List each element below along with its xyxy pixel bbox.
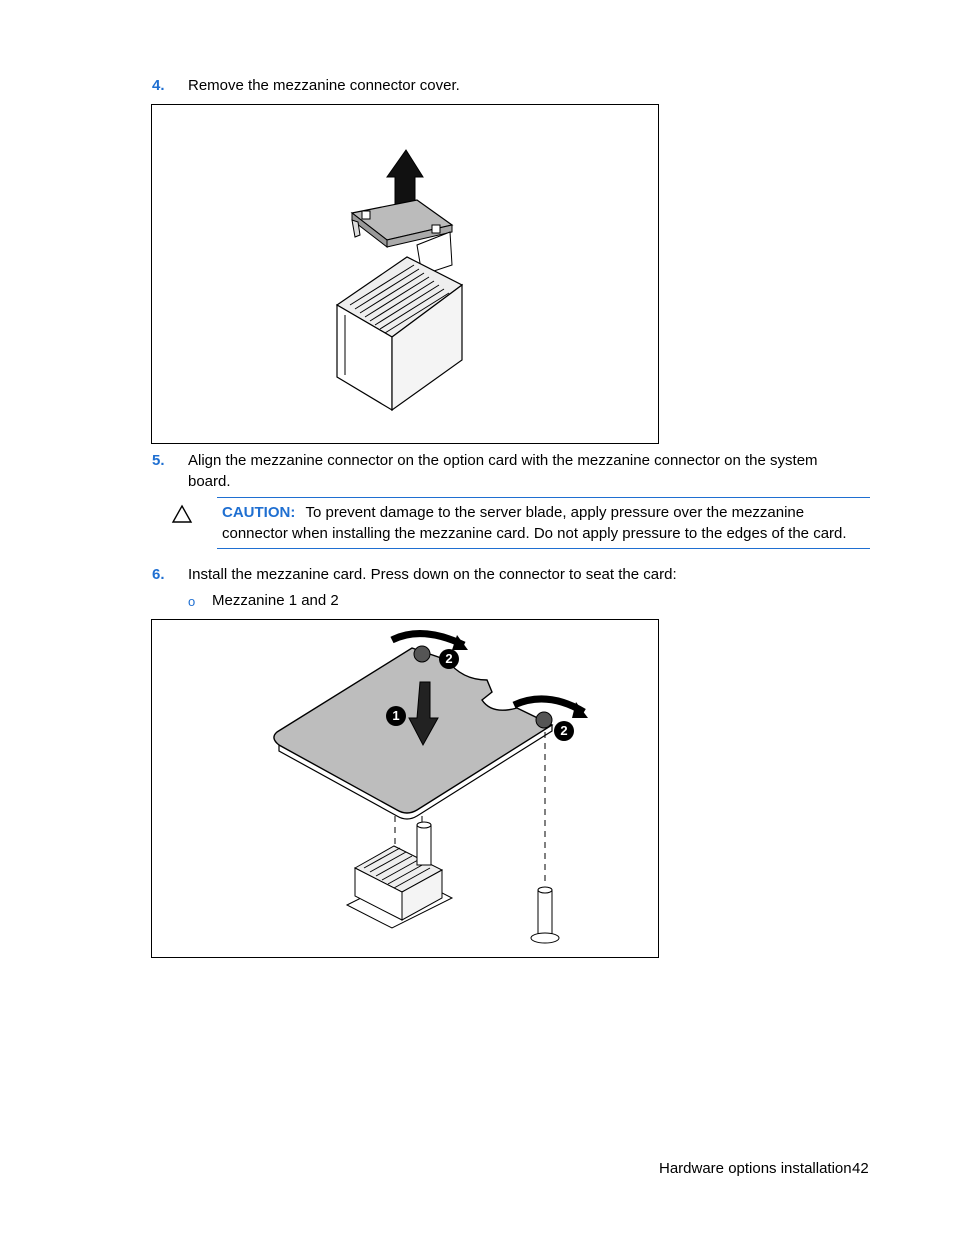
callout-1: 1: [392, 708, 400, 723]
step-4-text: Remove the mezzanine connector cover.: [188, 77, 460, 94]
step-5-text-line2: board.: [188, 473, 231, 490]
step-number: 4.: [152, 77, 165, 94]
caution-triangle-icon: [171, 504, 193, 528]
caution-text-line2: connector when installing the mezzanine card. Do not apply pressure to the edges of the card.: [222, 525, 847, 542]
footer-section: Hardware options installation: [659, 1160, 852, 1177]
caution-line1: [222, 502, 804, 523]
step-6: [152, 564, 165, 585]
sub-bullet-marker: o: [188, 594, 196, 609]
figure-install-mezzanine-card: [151, 619, 659, 958]
step-5-text-line1: Align the mezzanine connector on the option card with the mezzanine connector on the system: [188, 452, 818, 469]
step-4: [152, 75, 165, 96]
footer-page-number: 42: [852, 1160, 869, 1177]
step-5: [152, 450, 165, 471]
figure-remove-connector-cover: [151, 104, 659, 444]
caution-label: CAUTION:: [222, 504, 296, 521]
step-number: 5.: [152, 452, 165, 469]
step-number: 6.: [152, 566, 165, 583]
step-6-text: Install the mezzanine card. Press down on the connector to seat the card:: [188, 566, 677, 583]
connector-cover-illustration: [152, 105, 658, 443]
sub-bullet-text: Mezzanine 1 and 2: [212, 592, 339, 609]
mezzanine-card-illustration: [152, 620, 658, 957]
callout-2-right: 2: [560, 723, 568, 738]
caution-text-line1: To prevent damage to the server blade, apply pressure over the mezzanine: [305, 504, 805, 521]
callout-2-left: 2: [445, 651, 453, 666]
